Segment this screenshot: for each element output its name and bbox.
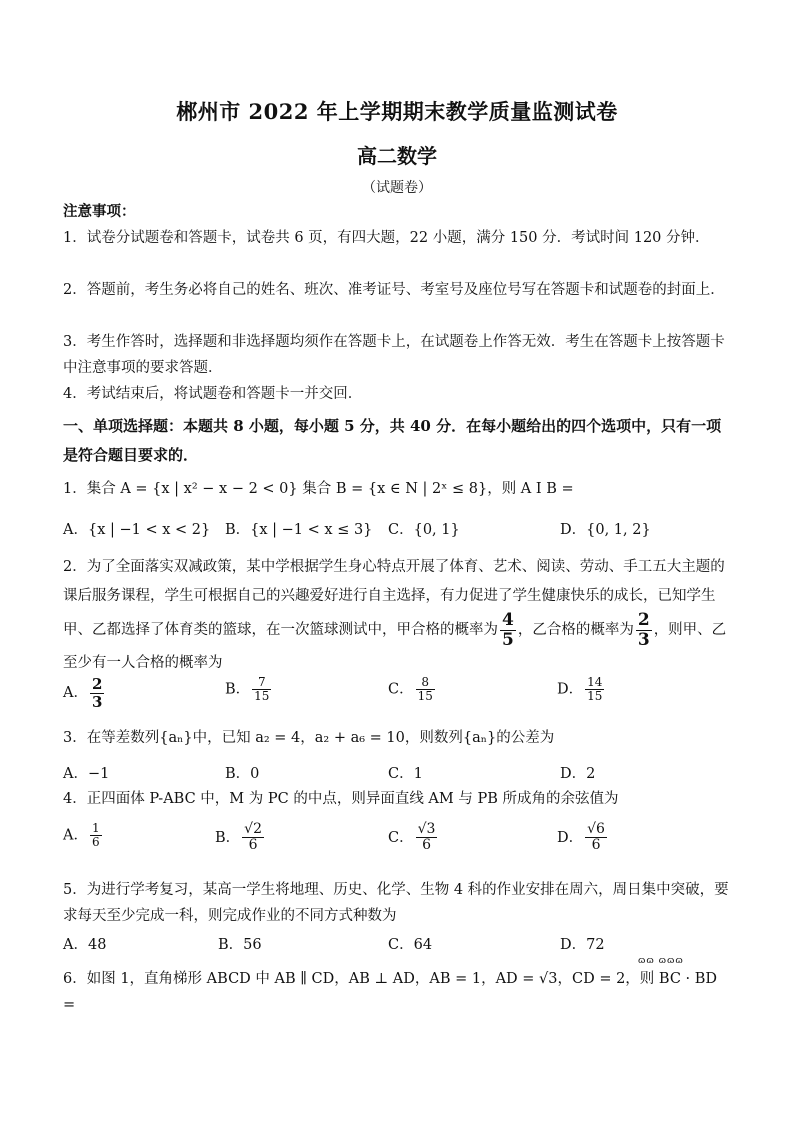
q2-option-a-label: A． (63, 685, 88, 701)
question-4-stem: 4．正四面体 P-ABC 中，M 为 PC 的中点，则异面直线 AM 与 PB 所成角的余弦值为 (63, 791, 619, 807)
q4-option-d (557, 822, 609, 854)
q2-prob-yi-num: 2 (637, 610, 650, 630)
q4-option-b-frac (242, 822, 264, 854)
question-3-stem: 3．在等差数列{aₙ}中，已知 a₂ = 4，a₂ + a₆ = 10，则数列{aₙ}的公差为 (63, 730, 555, 746)
q2-prob-yi-den: 3 (637, 629, 650, 650)
q2-option-b-num: 7 (252, 676, 271, 690)
q2-option-d (557, 676, 606, 703)
q2-option-d-frac (585, 676, 604, 703)
q2-option-a-den: 3 (91, 692, 103, 711)
q4-option-a-frac (90, 822, 102, 849)
question-2-options (63, 676, 733, 716)
q4-option-b-num: √2 (244, 821, 262, 837)
q2-option-b (225, 676, 273, 703)
q2-option-d-den: 15 (587, 689, 603, 704)
q2-option-b-den: 15 (254, 689, 270, 704)
q2-option-c-frac (416, 676, 435, 703)
q5-option-b: B．56 (218, 937, 262, 953)
q4-option-b-den: 6 (248, 837, 258, 854)
q2-option-b-frac (252, 676, 271, 703)
q2-option-a-num: 2 (91, 675, 103, 693)
question-5-options (63, 933, 733, 963)
q4-option-a (63, 822, 104, 849)
q2-prob-yi (636, 611, 652, 649)
q2-prob-jia-den: 5 (502, 629, 514, 650)
q2-stem-part-a: 2．为了全面落实双减政策，某中学根据学生身心特点开展了体育、艺术、阅读、劳动、手工五大主题的课后服务课程，学生可根据自己的兴趣爱好进行自主选择，有力促进了学生健康快乐的成长，已知学生甲、乙都选择了体育类的篮球，在一次篮球测试中，甲合格的概率为 (63, 559, 725, 639)
q5-option-c: C．64 (388, 937, 433, 953)
exam-title: 郴州市 2022 年上学期期末教学质量监测试卷 (176, 99, 618, 124)
notice-heading: 注意事项： (63, 203, 136, 220)
question-1-options (63, 518, 733, 548)
q3-option-d: D．2 (560, 766, 596, 782)
q2-option-a-frac (90, 676, 104, 710)
q5-option-a: A．48 (63, 937, 107, 953)
exam-subtitle: 高二数学 (357, 144, 437, 168)
q4-option-a-den: 6 (91, 835, 100, 850)
q2-option-c (388, 676, 437, 703)
notice-item-2: 2．答题前，考生务必将自己的姓名、班次、准考证号、考室号及座位号写在答题卡和试题卷的封面上． (63, 282, 725, 298)
notice-item-4: 4．考试结束后，将试题卷和答题卡一并交回． (63, 386, 363, 402)
question-4-options (63, 822, 733, 866)
q4-option-d-num: √6 (587, 821, 605, 837)
q4-option-b (215, 822, 266, 854)
q2-option-c-den: 15 (417, 689, 433, 704)
q2-option-d-num: 14 (587, 675, 603, 689)
q1-option-d: D．{0, 1, 2} (560, 522, 651, 538)
q4-option-d-label: D． (557, 829, 584, 846)
q4-option-a-label: A． (63, 827, 88, 844)
notice-item-1: 1．试卷分试题卷和答题卡，试卷共 6 页，有四大题，22 小题，满分 150 分．考试时间 120 分钟． (63, 230, 710, 246)
q4-option-d-frac (585, 822, 607, 854)
q4-option-c-frac (416, 822, 438, 854)
q4-option-c-num: √3 (417, 821, 436, 837)
q4-option-b-label: B． (215, 829, 241, 846)
q2-option-a (63, 676, 106, 710)
question-2-stem (63, 553, 733, 678)
q4-option-c-den: 6 (422, 837, 431, 854)
q1-option-c: C．{0, 1} (388, 522, 460, 538)
q2-prob-jia (500, 611, 516, 649)
exam-tag: （试题卷） (362, 180, 432, 196)
q1-option-b: B．{x | −1 < x ≤ 3} (225, 522, 373, 538)
q4-option-c-label: C． (388, 829, 414, 846)
q2-option-d-label: D． (557, 681, 584, 698)
q3-option-c: C．1 (388, 766, 423, 782)
question-6-stem: 6．如图 1，直角梯形 ABCD 中 AB ∥ CD，AB ⊥ AD，AB = 1，AD = √3，CD = 2，则 BC · BD = (63, 971, 718, 1013)
q2-stem-part-c: ，则甲、乙至少有一人合格的概率为 (63, 622, 727, 672)
q2-stem-part-b: ，乙合格的概率为 (517, 622, 634, 639)
q4-option-c (388, 822, 439, 854)
section-heading: 一、单项选择题：本题共 8 小题，每小题 5 分，共 40 分．在每小题给出的四个选项中，只有一项是符合题目要求的． (63, 417, 722, 464)
q2-option-c-label: C． (388, 681, 414, 698)
question-1-stem: 1．集合 A = {x | x² − x − 2 < 0} 集合 B = {x ∈ N | 2ˣ ≤ 8}，则 A I B = (63, 481, 574, 497)
q3-option-a: A．−1 (63, 766, 110, 782)
q4-option-a-num: 1 (91, 821, 100, 835)
q2-option-b-label: B． (225, 681, 251, 698)
q1-option-a: A．{x | −1 < x < 2} (63, 522, 211, 538)
q3-option-b: B．0 (225, 766, 260, 782)
q2-prob-jia-num: 4 (502, 610, 514, 630)
q6-vector-arrows: ɷɷ ɷɷɷ (638, 956, 684, 966)
notice-item-3: 3．考生作答时，选择题和非选择题均须作在答题卡上，在试题卷上作答无效．考生在答题卡上按答题卡中注意事项的要求答题． (63, 334, 725, 376)
question-5-stem: 5．为进行学考复习，某高一学生将地理、历史、化学、生物 4 科的作业安排在周六，周日集中突破，要求每天至少完成一科，则完成作业的不同方式种数为 (63, 882, 729, 924)
q2-option-c-num: 8 (416, 676, 435, 690)
q5-option-d: D．72 (560, 937, 605, 953)
q4-option-d-den: 6 (591, 837, 601, 854)
